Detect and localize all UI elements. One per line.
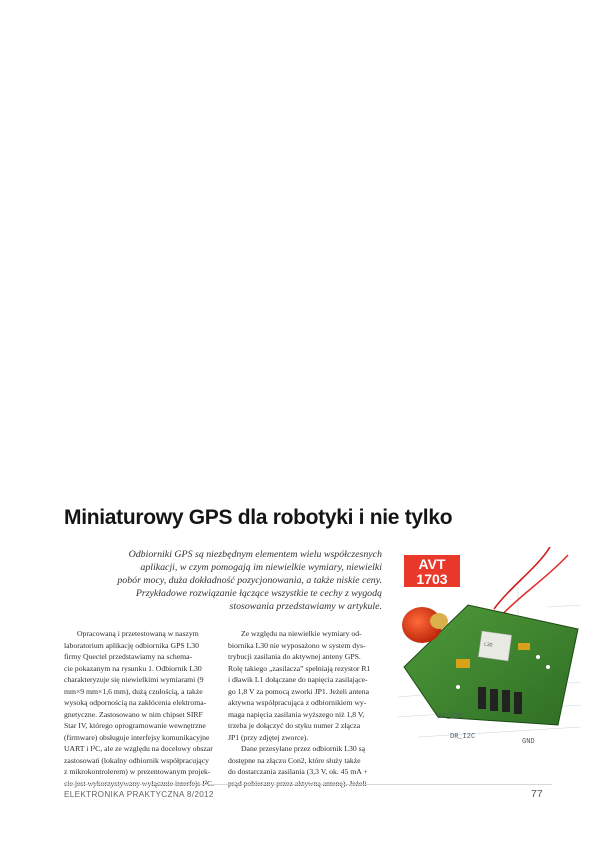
body-line: gnetyczne. Zastosowano w nim chipset SIRF xyxy=(64,709,203,719)
badge-line1: AVT xyxy=(418,556,446,572)
body-line: i dławik L1 dołączane do napięcia zasilające- xyxy=(228,675,368,684)
magazine-footer: ELEKTRONIKA PRAKTYCZNA 8/2012 xyxy=(64,790,214,799)
body-line: prąd pobierany przez aktywną antenę). Jeżeli xyxy=(228,778,367,788)
tantalum-capacitor-icon xyxy=(518,643,530,650)
body-line: aktywna współpracująca z odbiornikiem wy- xyxy=(228,698,367,707)
body-line: cie pokazanym na rysunku 1. Odbiornik L30 xyxy=(64,663,202,673)
lead-line: Przykładowe rozwiązanie łączące wszystkie te cechy z wygodą xyxy=(135,588,382,600)
footer-divider xyxy=(64,784,552,785)
lead-line: aplikacji, w czym pomogają im niewielkie wymiary, niewielki xyxy=(140,562,382,574)
lead-line: pobór mocy, duża dokładność pozycjonowania, a także niskie ceny. xyxy=(117,575,382,587)
body-line: Star IV, którego oprogramowanie wewnętrzne xyxy=(64,721,206,730)
article-title: Miniaturowy GPS dla robotyki i nie tylko xyxy=(64,506,453,529)
body-line: go 1,8 V za pomocą zworki JP1. Jeżeli antena xyxy=(228,686,370,696)
lead-line: stosowania przedstawiamy w artykule. xyxy=(229,601,382,613)
body-line: wysoką odpornością na zakłócenia elektroma- xyxy=(64,698,207,707)
schematic-label: DR_I2C_ xyxy=(438,713,468,721)
body-line: JP1 (przy zdjętej zworce). xyxy=(228,732,309,742)
body-line: Dane przesyłane przez odbiornik L30 są xyxy=(241,744,366,753)
body-line: maga napięcia zasilania wyższego niż 1,8 V, xyxy=(228,709,365,719)
body-line: z mikrokontrolerem) w prezentowanym projek- xyxy=(64,767,211,776)
body-line: Ze względu na niewielkie wymiary od- xyxy=(241,629,362,638)
product-photo xyxy=(398,547,581,751)
body-line: laboratorium aplikację odbiornika GPS L30 xyxy=(64,640,199,650)
body-line: biornika L30 nie wyposażono w system dys- xyxy=(228,640,366,650)
body-line: zastosowań (lokalny odbiornik współpracujący xyxy=(64,755,209,765)
body-line: UART i I²C, ale ze względu na docelowy obszar xyxy=(64,744,213,753)
tantalum-capacitor-icon xyxy=(456,659,470,668)
body-line: dostępne na złączu Con2, które służy także xyxy=(228,755,361,765)
body-column-left xyxy=(64,628,218,789)
body-line: charakteryzuje się niewielkimi wymiarami (9 xyxy=(64,675,204,684)
body-line: trzeba je dołączyć do styku numer 2 złącza xyxy=(228,721,361,730)
body-line: cie jest wykorzystywany wyłącznie interfejs I²C. xyxy=(64,778,215,788)
body-line: trybucji zasilania do aktywnej anteny GPS. xyxy=(228,652,361,661)
body-line: Rolę takiego „zasilacza” spełniają rezystor R1 xyxy=(228,663,371,673)
module-label: L30 xyxy=(483,641,493,649)
body-line: do dostarczania zasilania (3,3 V, ok. 45 mA + xyxy=(228,767,368,776)
article-lead xyxy=(64,548,382,613)
body-column-right xyxy=(228,628,382,789)
badge-line2: 1703 xyxy=(416,571,448,587)
body-line: Opracowaną i przetestowaną w naszym xyxy=(77,629,199,638)
schematic-label: DR_I2C xyxy=(450,733,476,741)
body-line: mm×9 mm×1,6 mm), dużą czułością, a także xyxy=(64,686,203,696)
lead-line: Odbiorniki GPS są niezbędnym elementem wielu współczesnych xyxy=(128,549,382,560)
antenna-connector-icon xyxy=(430,613,448,629)
body-line: firmy Quectel przedstawiamy na schema- xyxy=(64,652,193,661)
schematic-label: GND xyxy=(522,738,535,746)
page-number: 77 xyxy=(531,788,543,800)
avt-badge xyxy=(404,555,460,587)
body-line: (firmware) obsługuje interfejsy komunikacyjne xyxy=(64,732,210,742)
